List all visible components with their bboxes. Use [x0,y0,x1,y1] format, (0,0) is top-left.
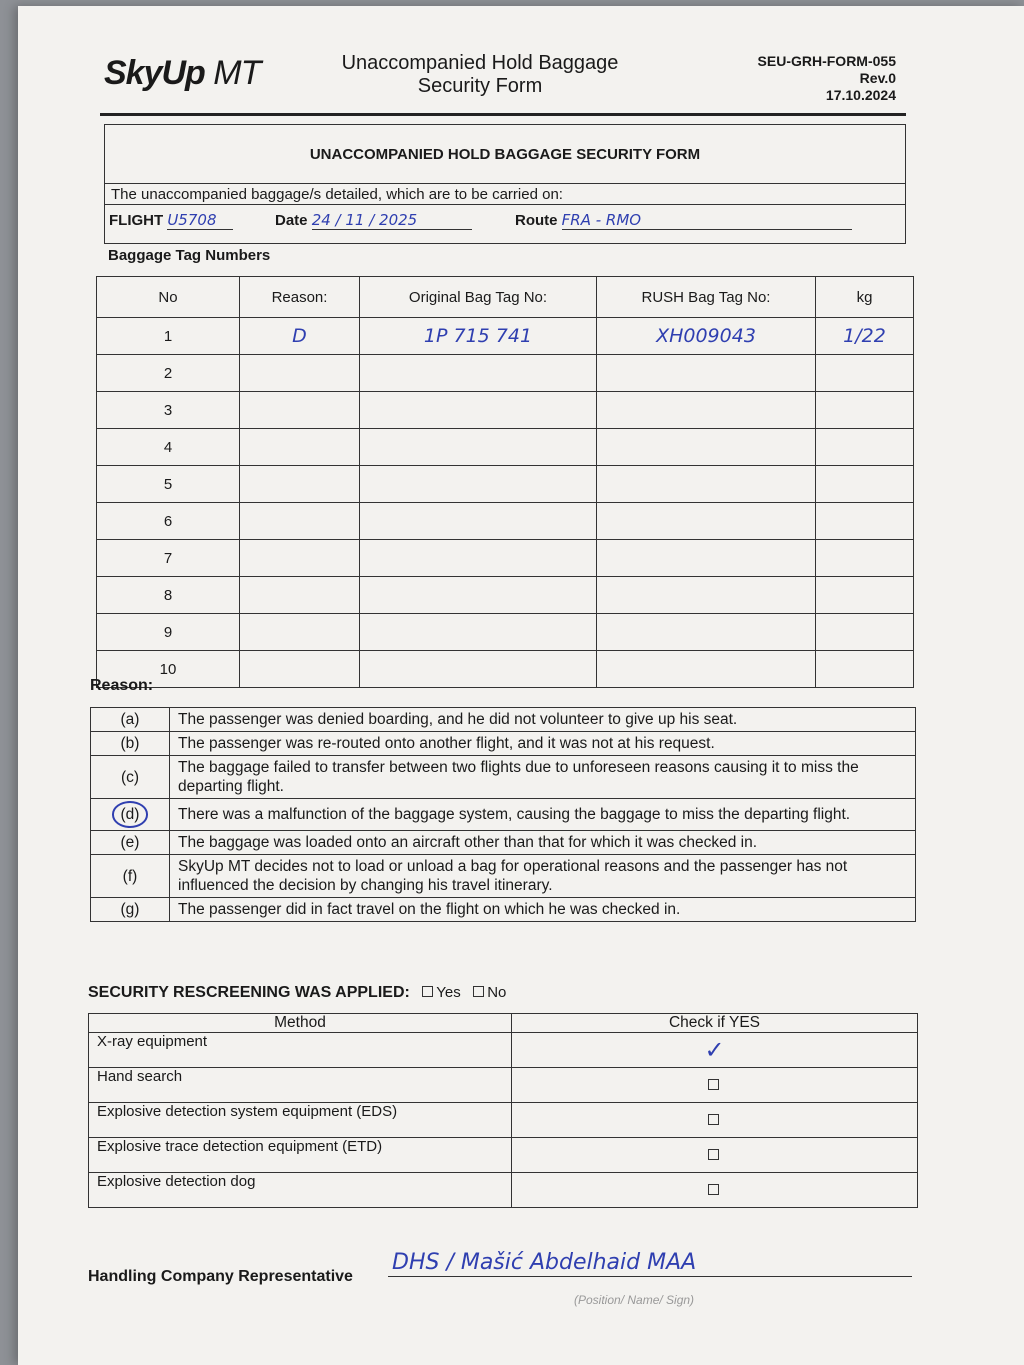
representative-label: Handling Company Representative [88,1268,353,1285]
reason-code: (b) [91,732,170,756]
row-no: 7 [97,540,240,577]
rush-tag-cell[interactable]: XH009043 [597,318,816,355]
representative-signature-line [388,1276,912,1277]
route-field[interactable] [515,211,852,230]
representative-hint: (Position/ Name/ Sign) [574,1293,695,1307]
kg-cell[interactable] [816,392,914,429]
rush-tag-cell[interactable] [597,540,816,577]
route-label: Route [515,212,558,229]
kg-cell[interactable] [816,651,914,688]
method-check-cell[interactable] [512,1103,918,1138]
reason-row [91,756,916,799]
reason-row [91,831,916,855]
skyup-logo: SkyUp MT [104,54,261,92]
form-title: UNACCOMPANIED HOLD BAGGAGE SECURITY FORM [309,146,701,163]
reason-cell[interactable] [240,392,360,429]
method-name: Explosive detection dog [89,1173,512,1208]
reason-cell[interactable] [240,466,360,503]
method-name: Explosive trace detection equipment (ETD) [89,1138,512,1173]
checkmark-icon[interactable]: ✓ [704,1036,725,1064]
reason-code: (e) [91,831,170,855]
rush-tag-cell[interactable] [597,355,816,392]
reason-cell[interactable] [240,577,360,614]
checkbox-icon[interactable] [708,1184,719,1195]
rescreening-no-option[interactable]: No [473,984,506,1001]
original-tag-cell[interactable] [360,429,597,466]
table-row [97,355,914,392]
reason-text: There was a malfunction of the baggage system, causing the baggage to miss the departing flight. [170,799,916,831]
date-value[interactable]: 24 / 11 / 2025 [312,211,472,230]
reason-row [91,732,916,756]
baggage-table [96,276,914,688]
reason-text: The baggage was loaded onto an aircraft other than that for which it was checked in. [170,831,916,855]
flight-label: FLIGHT [109,212,164,229]
col-method: Method [89,1014,512,1033]
method-check-cell[interactable] [512,1068,918,1103]
reason-code: (a) [91,708,170,732]
selected-circle-mark: (d) [112,801,149,828]
method-name: Explosive detection system equipment (EDS) [89,1103,512,1138]
row-no: 6 [97,503,240,540]
kg-cell[interactable] [816,429,914,466]
reason-text: The baggage failed to transfer between two flights due to unforeseen reasons causing it to miss the departing flight. [170,756,916,799]
rescreening-yes-option[interactable]: Yes [422,984,460,1001]
method-row [89,1068,918,1103]
table-row [97,466,914,503]
rush-tag-cell[interactable] [597,614,816,651]
reason-row [91,708,916,732]
flight-field[interactable] [109,211,233,230]
method-check-cell[interactable] [512,1033,918,1068]
checkbox-icon[interactable] [422,986,433,997]
original-tag-cell[interactable]: 1P 715 741 [360,318,597,355]
flight-info-box [104,124,906,244]
row-no: 9 [97,614,240,651]
original-tag-cell[interactable] [360,392,597,429]
method-table [88,1013,918,1208]
table-row [97,540,914,577]
col-rush-tag: RUSH Bag Tag No: [597,277,816,318]
checkbox-icon[interactable] [708,1149,719,1160]
original-tag-cell[interactable] [360,503,597,540]
kg-cell[interactable] [816,577,914,614]
form-code-block [758,53,896,104]
row-no: 8 [97,577,240,614]
row-no: 3 [97,392,240,429]
form-date: 17.10.2024 [825,87,896,103]
method-row [89,1033,918,1068]
date-field[interactable] [275,211,472,230]
reason-code: (f) [91,855,170,898]
rush-tag-cell[interactable] [597,466,816,503]
kg-cell[interactable] [816,503,914,540]
table-row [97,318,914,355]
method-check-cell[interactable] [512,1173,918,1208]
route-value[interactable]: FRA - RMO [562,211,852,230]
reason-cell[interactable] [240,429,360,466]
date-label: Date [275,212,308,229]
table-row [97,429,914,466]
header-title [300,52,660,98]
checkbox-icon[interactable] [708,1079,719,1090]
reason-legend-label: Reason: [90,677,154,694]
row-no: 2 [97,355,240,392]
original-tag-cell[interactable] [360,540,597,577]
table-row [97,614,914,651]
form-revision: Rev.0 [859,70,896,86]
baggage-tag-numbers-label: Baggage Tag Numbers [108,247,271,264]
kg-cell[interactable]: 1/22 [816,318,914,355]
reason-code: (g) [91,898,170,922]
rescreening-label: SECURITY RESCREENING WAS APPLIED: [88,984,410,1001]
col-check: Check if YES [512,1014,918,1033]
reason-row [91,855,916,898]
method-check-cell[interactable] [512,1138,918,1173]
kg-cell[interactable] [816,614,914,651]
row-no: 5 [97,466,240,503]
original-tag-cell[interactable] [360,355,597,392]
method-row [89,1103,918,1138]
flight-value[interactable]: U5708 [167,211,233,230]
row-no: 1 [97,318,240,355]
col-reason: Reason: [240,277,360,318]
table-row [97,651,914,688]
reason-cell[interactable] [240,355,360,392]
kg-cell[interactable] [816,540,914,577]
carried-on-text: The unaccompanied baggage/s detailed, which are to be carried on: [105,183,905,205]
reason-text: The passenger was re-routed onto another flight, and it was not at his request. [170,732,916,756]
header-title-line1: Unaccompanied Hold Baggage [341,52,619,74]
rush-tag-cell[interactable] [597,503,816,540]
header-divider [100,113,906,116]
method-row [89,1173,918,1208]
checkbox-icon[interactable] [473,986,484,997]
rush-tag-cell[interactable] [597,429,816,466]
rush-tag-cell[interactable] [597,392,816,429]
row-no: 10 [97,651,240,688]
reason-text: SkyUp MT decides not to load or unload a bag for operational reasons and the passenger has not influenced the decision by changing his travel itinerary. [170,855,916,898]
original-tag-cell[interactable] [360,577,597,614]
form-code: SEU-GRH-FORM-055 [757,53,896,69]
reason-legend-table [90,707,916,922]
original-tag-cell[interactable] [360,614,597,651]
checkbox-icon[interactable] [708,1114,719,1125]
baggage-table-header [97,277,914,318]
reason-cell[interactable] [240,651,360,688]
representative-value[interactable]: DHS / Mašić Abdelhaid MAA [392,1250,697,1275]
col-no: No [97,277,240,318]
method-name: Hand search [89,1068,512,1103]
reason-row [91,799,916,831]
reason-text: The passenger was denied boarding, and he did not volunteer to give up his seat. [170,708,916,732]
kg-cell[interactable] [816,355,914,392]
row-no: 4 [97,429,240,466]
reason-row [91,898,916,922]
header-title-line2: Security Form [417,75,543,97]
original-tag-cell[interactable] [360,466,597,503]
col-original-tag: Original Bag Tag No: [360,277,597,318]
method-row [89,1138,918,1173]
table-row [97,503,914,540]
reason-cell[interactable] [240,540,360,577]
method-name: X-ray equipment [89,1033,512,1068]
method-table-header [89,1014,918,1033]
original-tag-cell[interactable] [360,651,597,688]
rescreening-question [88,984,506,1002]
kg-cell[interactable] [816,466,914,503]
table-row [97,392,914,429]
reason-text: The passenger did in fact travel on the flight on which he was checked in. [170,898,916,922]
table-row [97,577,914,614]
reason-code-selected [91,799,170,831]
reason-cell[interactable]: D [240,318,360,355]
rush-tag-cell[interactable] [597,577,816,614]
rush-tag-cell[interactable] [597,651,816,688]
reason-cell[interactable] [240,503,360,540]
col-kg: kg [816,277,914,318]
reason-cell[interactable] [240,614,360,651]
reason-code: (c) [91,756,170,799]
